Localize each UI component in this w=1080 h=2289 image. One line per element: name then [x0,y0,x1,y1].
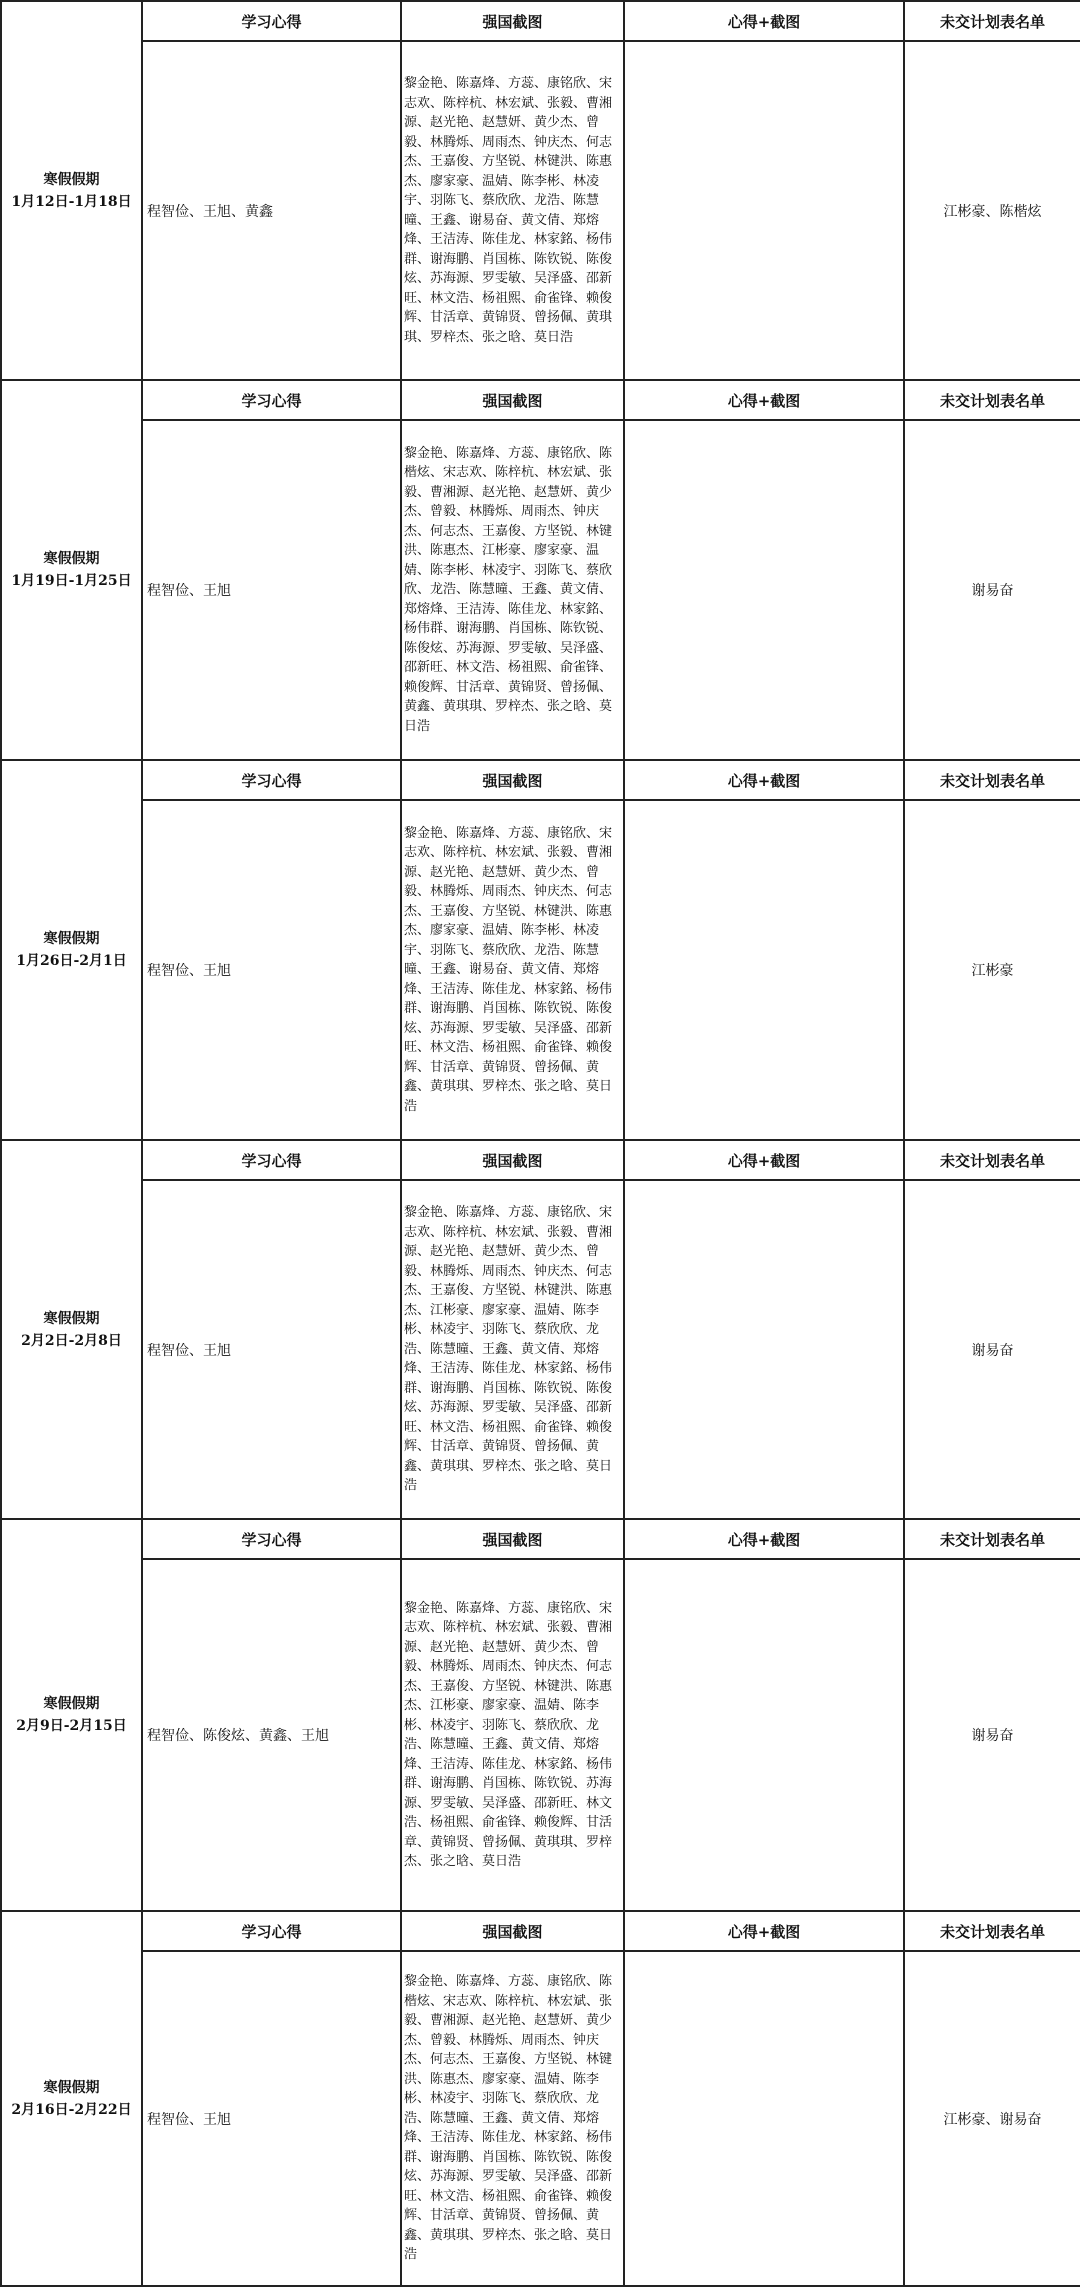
header-notes-and-screens: 心得+截图 [624,1,904,41]
header-missing-plan: 未交计划表名单 [904,1140,1080,1180]
data-row [1,1559,1080,1911]
period-title: 寒假假期 [43,551,100,567]
screenshots-cell: 黎金艳、陈嘉烽、方蕊、康铭欣、宋志欢、陈梓杭、林宏斌、张毅、曹湘源、赵光艳、赵慧妍、黄少杰、曾毅、林腾烁、周雨杰、钟庆杰、何志杰、王嘉俊、方坚锐、林键洪、陈惠杰、江彬豪、廖家豪、温婧、陈李彬、林凌宇、羽陈飞、蔡欣欣、龙浩、陈慧曈、王鑫、黄文倩、郑熔烽、王洁涛、陈佳龙、林家銘、杨伟群、谢海鹏、肖国栋、陈钦锐、苏海源、罗雯敏、吴泽盛、邵新旺、林文浩、杨祖熙、俞雀锋、赖俊辉、甘活章、黄锦贤、曾扬佩、黄琪琪、罗梓杰、张之晗、莫日浩 [401,1559,624,1911]
header-study-notes: 学习心得 [142,1,401,41]
period-dates: 1月19日-1月25日 [11,573,132,589]
period-title: 寒假假期 [43,171,100,188]
header-screenshots: 强国截图 [401,1519,624,1559]
screenshots-cell: 黎金艳、陈嘉烽、方蕊、康铭欣、陈楷炫、宋志欢、陈梓杭、林宏斌、张毅、曹湘源、赵光艳、赵慧妍、黄少杰、曾毅、林腾烁、周雨杰、钟庆杰、何志杰、王嘉俊、方坚锐、林键洪、陈惠杰、廖家豪、温婧、陈李彬、林凌宇、羽陈飞、蔡欣欣、龙浩、陈慧曈、王鑫、黄文倩、郑熔烽、王洁涛、陈佳龙、林家銘、杨伟群、谢海鹏、肖国栋、陈钦锐、陈俊炫、苏海源、罗雯敏、吴泽盛、邵新旺、林文浩、杨祖熙、俞雀锋、赖俊辉、甘活章、黄锦贤、曾扬佩、黄鑫、黄琪琪、罗梓杰、张之晗、莫日浩 [401,1951,624,2286]
header-missing-plan: 未交计划表名单 [904,1,1080,41]
notes-and-screens-cell [624,41,904,380]
period-dates: 2月2日-2月8日 [21,1332,122,1349]
period-title: 寒假假期 [43,1310,100,1327]
period-title: 寒假假期 [43,931,100,947]
header-row [1,760,1080,800]
header-missing-plan: 未交计划表名单 [904,1519,1080,1559]
header-row [1,1911,1080,1951]
notes-and-screens-cell [624,420,904,760]
missing-plan-cell: 谢易奋 [904,1559,1080,1911]
header-notes-and-screens: 心得+截图 [624,760,904,800]
data-row [1,420,1080,760]
notes-and-screens-cell [624,1951,904,2286]
header-study-notes: 学习心得 [142,1140,401,1180]
header-row [1,380,1080,420]
notes-and-screens-cell [624,1180,904,1519]
header-notes-and-screens: 心得+截图 [624,1519,904,1559]
header-missing-plan: 未交计划表名单 [904,380,1080,420]
screenshots-cell: 黎金艳、陈嘉烽、方蕊、康铭欣、宋志欢、陈梓杭、林宏斌、张毅、曹湘源、赵光艳、赵慧妍、黄少杰、曾毅、林腾烁、周雨杰、钟庆杰、何志杰、王嘉俊、方坚锐、林键洪、陈惠杰、廖家豪、温婧、陈李彬、林凌宇、羽陈飞、蔡欣欣、龙浩、陈慧曈、王鑫、谢易奋、黄文倩、郑熔烽、王洁涛、陈佳龙、林家銘、杨伟群、谢海鹏、肖国栋、陈钦锐、陈俊炫、苏海源、罗雯敏、吴泽盛、邵新旺、林文浩、杨祖熙、俞雀锋、赖俊辉、甘活章、黄锦贤、曾扬佩、黄鑫、黄琪琪、罗梓杰、张之晗、莫日浩 [401,800,624,1140]
header-notes-and-screens: 心得+截图 [624,1911,904,1951]
study-notes-cell: 程智俭、王旭 [142,800,401,1140]
period-cell [1,1,142,380]
header-row [1,1519,1080,1559]
header-notes-and-screens: 心得+截图 [624,1140,904,1180]
study-notes-cell: 程智俭、王旭、黄鑫 [142,41,401,380]
header-notes-and-screens: 心得+截图 [624,380,904,420]
missing-plan-cell: 谢易奋 [904,1180,1080,1519]
header-screenshots: 强国截图 [401,380,624,420]
period-dates: 2月16日-2月22日 [11,2101,132,2118]
header-study-notes: 学习心得 [142,380,401,420]
period-title: 寒假假期 [43,1696,100,1712]
screenshots-cell: 黎金艳、陈嘉烽、方蕊、康铭欣、宋志欢、陈梓杭、林宏斌、张毅、曹湘源、赵光艳、赵慧妍、黄少杰、曾毅、林腾烁、周雨杰、钟庆杰、何志杰、王嘉俊、方坚锐、林键洪、陈惠杰、廖家豪、温婧、陈李彬、林凌宇、羽陈飞、蔡欣欣、龙浩、陈慧曈、王鑫、谢易奋、黄文倩、郑熔烽、王洁涛、陈佳龙、林家銘、杨伟群、谢海鹏、肖国栋、陈钦锐、陈俊炫、苏海源、罗雯敏、吴泽盛、邵新旺、林文浩、杨祖熙、俞雀锋、赖俊辉、甘活章、黄锦贤、曾扬佩、黄琪琪、罗梓杰、张之晗、莫日浩 [401,41,624,380]
header-missing-plan: 未交计划表名单 [904,1911,1080,1951]
header-missing-plan: 未交计划表名单 [904,760,1080,800]
missing-plan-cell: 江彬豪、陈楷炫 [904,41,1080,380]
period-dates: 1月26日-2月1日 [16,953,127,969]
study-notes-cell: 程智俭、王旭 [142,1180,401,1519]
header-study-notes: 学习心得 [142,760,401,800]
header-study-notes: 学习心得 [142,1519,401,1559]
period-cell [1,1519,142,1911]
notes-and-screens-cell [624,1559,904,1911]
period-title: 寒假假期 [43,2079,100,2096]
data-row [1,41,1080,380]
period-cell [1,1140,142,1519]
header-screenshots: 强国截图 [401,1140,624,1180]
data-row [1,800,1080,1140]
missing-plan-cell: 谢易奋 [904,420,1080,760]
period-dates: 1月12日-1月18日 [11,193,132,210]
screenshots-cell: 黎金艳、陈嘉烽、方蕊、康铭欣、宋志欢、陈梓杭、林宏斌、张毅、曹湘源、赵光艳、赵慧妍、黄少杰、曾毅、林腾烁、周雨杰、钟庆杰、何志杰、王嘉俊、方坚锐、林键洪、陈惠杰、江彬豪、廖家豪、温婧、陈李彬、林凌宇、羽陈飞、蔡欣欣、龙浩、陈慧曈、王鑫、黄文倩、郑熔烽、王洁涛、陈佳龙、林家銘、杨伟群、谢海鹏、肖国栋、陈钦锐、陈俊炫、苏海源、罗雯敏、吴泽盛、邵新旺、林文浩、杨祖熙、俞雀锋、赖俊辉、甘活章、黄锦贤、曾扬佩、黄鑫、黄琪琪、罗梓杰、张之晗、莫日浩 [401,1180,624,1519]
header-study-notes: 学习心得 [142,1911,401,1951]
study-notes-cell: 程智俭、陈俊炫、黄鑫、王旭 [142,1559,401,1911]
header-screenshots: 强国截图 [401,1911,624,1951]
data-row [1,1180,1080,1519]
header-screenshots: 强国截图 [401,760,624,800]
screenshots-cell: 黎金艳、陈嘉烽、方蕊、康铭欣、陈楷炫、宋志欢、陈梓杭、林宏斌、张毅、曹湘源、赵光艳、赵慧妍、黄少杰、曾毅、林腾烁、周雨杰、钟庆杰、何志杰、王嘉俊、方坚锐、林键洪、陈惠杰、江彬豪、廖家豪、温婧、陈李彬、林凌宇、羽陈飞、蔡欣欣、龙浩、陈慧曈、王鑫、黄文倩、郑熔烽、王洁涛、陈佳龙、林家銘、杨伟群、谢海鹏、肖国栋、陈钦锐、陈俊炫、苏海源、罗雯敏、吴泽盛、邵新旺、林文浩、杨祖熙、俞雀锋、赖俊辉、甘活章、黄锦贤、曾扬佩、黄鑫、黄琪琪、罗梓杰、张之晗、莫日浩 [401,420,624,760]
data-row [1,1951,1080,2286]
header-row [1,1,1080,41]
missing-plan-cell: 江彬豪 [904,800,1080,1140]
period-cell [1,760,142,1140]
period-cell [1,1911,142,2286]
header-row [1,1140,1080,1180]
missing-plan-cell: 江彬豪、谢易奋 [904,1951,1080,2286]
period-cell [1,380,142,760]
header-screenshots: 强国截图 [401,1,624,41]
notes-and-screens-cell [624,800,904,1140]
study-notes-cell: 程智俭、王旭 [142,420,401,760]
study-notes-cell: 程智俭、王旭 [142,1951,401,2286]
period-dates: 2月9日-2月15日 [16,1718,127,1734]
